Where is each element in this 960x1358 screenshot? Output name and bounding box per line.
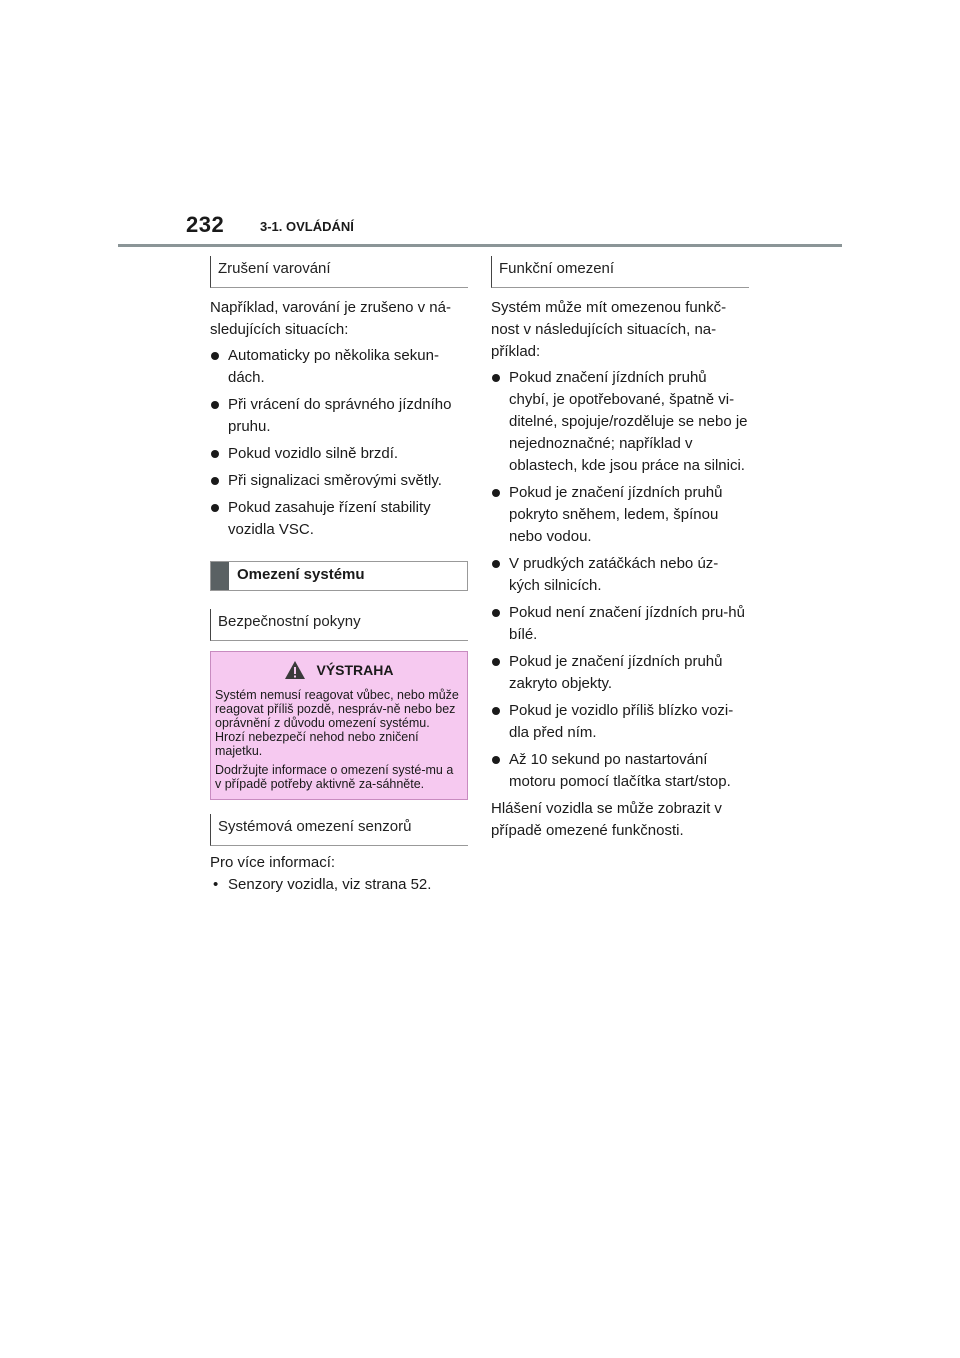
more-info-label: Pro více informací: (210, 854, 336, 871)
cancel-intro: Například, varování je zrušeno v ná-sledujících situacích: (210, 299, 451, 338)
bullet-dot-icon (211, 504, 219, 512)
list-item: Pokud značení jízdních pruhů chybí, je opotřebované, špatně vi-ditelné, spojuje/rozděluje se nebo je nejednoznačné; například v oblastech, kde jsou práce na silnici. (491, 367, 749, 477)
func-list (491, 367, 749, 793)
bullet-dot-icon (492, 756, 500, 764)
page-number: 232 (186, 212, 225, 237)
list-item: Pokud zasahuje řízení stability vozidla VSC. (210, 497, 468, 541)
bullet-dot-icon (492, 560, 500, 568)
list-item: Pokud vozidlo silně brzdí. (210, 443, 468, 465)
bullet-dot-icon (492, 658, 500, 666)
list-item: Až 10 sekund po nastartování motoru pomocí tlačítka start/stop. (491, 749, 749, 793)
right-column (491, 256, 749, 842)
bullet-dot-icon (492, 489, 500, 497)
reference-item: • Senzory vozidla, viz strana 52. (213, 876, 432, 893)
list-item: Pokud je vozidlo příliš blízko vozi-dla před ním. (491, 700, 749, 744)
bullet-dot-icon (492, 374, 500, 382)
bullet-dot-icon (211, 477, 219, 485)
warning-triangle-icon (284, 660, 306, 680)
warning-text-1: Systém nemusí reagovat vůbec, nebo může reagovat příliš pozdě, nespráv-ně nebo bez oprávnění z důvodu omezení systému. Hrozí nebezpečí nehod nebo zničení majetku. (215, 688, 459, 758)
subheading-safety: Bezpečnostní pokyny (210, 609, 468, 641)
warning-box (210, 651, 468, 800)
subheading-functional-limits: Funkční omezení (491, 256, 749, 288)
section-title: 3-1. OVLÁDÁNÍ (260, 219, 354, 234)
list-item: Při vrácení do správného jízdního pruhu. (210, 394, 468, 438)
subheading-cancel-warning: Zrušení varování (210, 256, 468, 288)
header-rule (118, 244, 842, 247)
heading-marker (211, 562, 229, 590)
bullet-dot-icon (211, 352, 219, 360)
bullet-dot-icon (492, 707, 500, 715)
cancel-list (210, 345, 468, 541)
bullet-dot-icon (492, 609, 500, 617)
func-intro: Systém může mít omezenou funkč-nost v následujících situacích, na-příklad: (491, 299, 727, 360)
warning-text-2: Dodržujte informace o omezení systé-mu a v případě potřeby aktivně za-sáhněte. (215, 763, 454, 791)
bullet-dot-icon (211, 450, 219, 458)
closing-text: Hlášení vozidla se může zobrazit v případě omezené funkčnosti. (491, 800, 722, 839)
list-item: Automaticky po několika sekun-dách. (210, 345, 468, 389)
left-column (210, 256, 468, 896)
list-item: Pokud je značení jízdních pruhů pokryto sněhem, ledem, špínou nebo vodou. (491, 482, 749, 548)
bullet-dot-icon (211, 401, 219, 409)
list-item: Pokud není značení jízdních pru-hů bílé. (491, 602, 749, 646)
subheading-sensor-limits: Systémová omezení senzorů (210, 814, 468, 846)
major-heading-system-limits: Omezení systému (210, 561, 468, 591)
warning-header (215, 658, 463, 682)
list-item: Při signalizaci směrovými světly. (210, 470, 468, 492)
list-item: V prudkých zatáčkách nebo úz-kých silnicích. (491, 553, 749, 597)
warning-title: VÝSTRAHA (316, 662, 394, 678)
list-item: Pokud je značení jízdních pruhů zakryto objekty. (491, 651, 749, 695)
